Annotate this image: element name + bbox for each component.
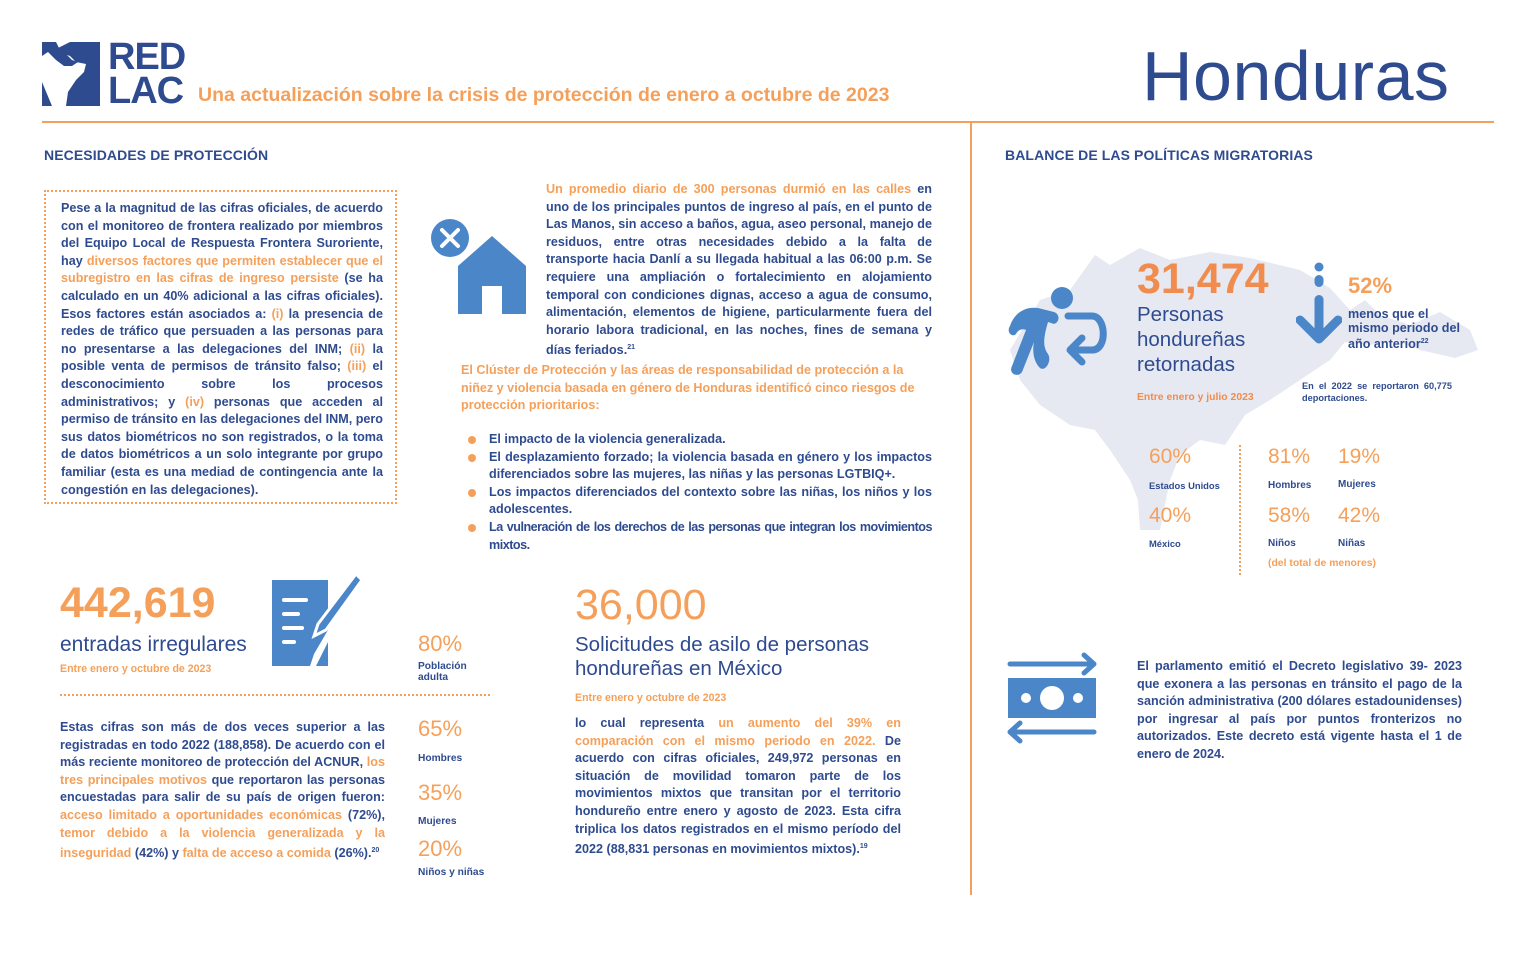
homeless-house-icon [430,218,528,314]
footnote-ref: 21 [627,344,635,352]
stat-value: 60% [1149,445,1192,468]
underreporting-paragraph [61,200,383,499]
bullet-icon [468,524,476,532]
list-marker: (iii) [347,359,367,374]
asylum-requests-label: Solicitudes de asilo de personas hondureñas en México [575,633,870,680]
bullet-icon [468,436,476,444]
dotted-divider [60,694,490,696]
text-span: Pese a la magnitud de las cifras oficiales, de acuerdo con el monitoreo de frontera realizado por miembros del Equipo Local de Respuesta Frontera Suroriente, hay [61,201,383,268]
highlight-text: un aumento del 39% en comparación con el mismo periodo en 2022. [575,716,901,748]
money-transfer-icon [1004,650,1100,744]
text-span: (72%), [341,807,385,822]
street-sleeping-paragraph [546,181,932,360]
footnote-ref: 20 [371,847,380,855]
risk-item [468,519,932,554]
stat-label: Población adulta [418,661,467,683]
highlight-text: Un promedio diario de 300 personas durmió en las calles [546,182,912,196]
logo-text-lac: LAC [108,70,184,112]
americas-map-logo-icon [42,42,102,106]
stat-label: Niñas [1338,538,1366,549]
risk-item [468,484,932,519]
report-subtitle: Una actualización sobre la crisis de protección de enero a octubre de 2023 [198,84,890,106]
returnees-period: Entre enero y julio 2023 [1137,392,1254,403]
risk-text: Los impactos diferenciados del contexto sobre las niñas, los niños y los adolescentes. [489,484,932,517]
text-span: personas que acceden al permiso de tránsito en las delegaciones del INM, pero sus datos biométricos no son registrados, o la toma de datos biométricos a un solo integrante por grupo familiar (esta es una mediad de contingencia ante la congestión en las delegaciones). [61,394,383,497]
text-span: De acuerdo con cifras oficiales, 249,972 personas en situación de movilidad tomaron parte de los movimientos mixtos que transitan por el territorio hondureño entre enero y agosto de 2023. Esta cifra triplica los datos registrados en el mismo período del 2022 (88,831 personas en movimientos mixtos). [575,733,901,857]
highlight-text: temor debido a la violencia generalizada y la inseguridad [60,825,385,861]
cluster-intro-text: El Clúster de Protección y las áreas de responsabilidad de protección a la niñez y violencia basada en género de Honduras identificó cinco riesgos de protección prioritarios: [461,363,915,413]
stat-women [418,782,462,827]
footnote-ref: 19 [859,843,868,851]
returnees-label: Personas hondureñas retornadas [1137,303,1246,376]
section-title-migration-policies: BALANCE DE LAS POLÍTICAS MIGRATORIAS [1005,147,1313,163]
text-span: la posible venta de permisos de tránsito falso; [61,341,383,374]
stat-adult-population [418,633,478,683]
stat-men [418,718,462,764]
decree-paragraph: El parlamento emitió el Decreto legislativo 39- 2023 que exonera a las personas en tránsito el pago de la sanción administrativa (200 dólares estadounidenses) por ingresar al país por puntos fronterizos no autorizados. Este decreto está vigente hasta el 1 de enero de 2024. [1137,659,1462,761]
risk-text: La vulneración de los derechos de las personas que integran los movimientos mixtos. [489,519,932,552]
text-span: la presencia de redes de tráfico que persuaden a las personas para no presentarse a las delegaciones del INM; [61,306,383,356]
bullet-icon [468,454,476,462]
decrease-arrow-icon [1296,262,1342,344]
stat-value: 20% [418,836,463,861]
protection-risks-list [468,431,932,554]
column-divider [970,121,972,895]
highlight-text: falta de acceso a comida [182,846,331,861]
text-span: el desconocimiento sobre los procesos administrativos; y [61,359,383,409]
logo-text-red: RED [108,36,186,78]
gender-girls-stat [1338,505,1380,549]
footnote-ref: 22 [1420,338,1429,345]
header-divider [42,121,1494,123]
text-span: en uno de los principales puntos de ingreso al país, en el punto de Las Manos, sin acceso a baños, agua, aseo personal, manejo de residuos, entre otras necesidades debido a la falta de transporte hacia Danlí a su llegada habitual a las 06:00 p.m. Se requiere una ampliación o fortalecimiento en alojamiento temporal con condiciones dignas, acceso a agua de consumo, alimentación, elementos de higiene, particularmente fuera del horario labora tradicional, en las noches, fines de semana y días feriados. [546,182,932,358]
minors-note: (del total de menores) [1268,558,1376,569]
irregular-entries-label: entradas irregulares [60,633,247,656]
text-span: (26%). [330,846,372,861]
returnees-change-label [1348,308,1468,352]
origin-mexico-stat [1149,505,1191,549]
list-marker: (ii) [349,341,366,356]
gender-boys-stat [1268,505,1310,549]
stat-value: 42% [1338,504,1381,527]
dotted-vertical-divider [1239,445,1241,575]
stat-value: 65% [418,716,463,741]
risk-text: El impacto de la violencia generalizada. [489,432,726,446]
highlight-text: los tres principales motivos [60,755,385,787]
text-span: Estas cifras son más de dos veces superior a las registradas en todo 2022 (188,858). De acuerdo con el más reciente monitoreo de protección del ACNUR, [60,720,385,770]
entries-comparison-paragraph [60,719,385,863]
irregular-entries-period: Entre enero y octubre de 2023 [60,663,212,675]
risk-text: El desplazamiento forzado; la violencia basada en género y los impactos diferenciados sobre las mujeres, las niñas y las personas LGTBIQ+. [489,449,932,482]
text-span: (42%) y [131,846,183,861]
underreporting-info-box [44,190,397,504]
stat-label: Hombres [1268,480,1312,491]
irregular-entries-number: 442,619 [60,579,216,627]
highlight-text: acceso limitado a oportunidades económicas [60,807,342,822]
country-title: Honduras [1142,37,1450,115]
gender-women-stat [1338,446,1380,490]
section-title-protection-needs: NECESIDADES DE PROTECCIÓN [44,147,269,163]
risk-item [468,449,932,484]
text-span: lo cual representa [575,716,719,730]
stat-value: 40% [1149,504,1192,527]
bullet-icon [468,489,476,497]
document-pen-icon [270,570,365,668]
risk-item [468,431,932,449]
list-marker: (i) [271,306,284,321]
asylum-requests-period: Entre enero y octubre de 2023 [575,692,727,704]
stat-label: Hombres [418,753,463,764]
gender-men-stat [1268,446,1311,491]
deportations-2022-note: En el 2022 se reportaron 60,775 deportaciones. [1302,381,1452,403]
stat-value: 19% [1338,445,1381,468]
stat-value: 35% [418,780,463,805]
stat-label: Niños [1268,538,1296,549]
list-marker: (iv) [185,394,205,409]
text-span: menos que el mismo periodo del año anterior [1348,307,1460,352]
asylum-paragraph [575,715,901,859]
highlight-text: diversos factores que permiten establecer que el subregistro en las cifras de ingreso persiste [61,253,383,286]
stat-label: Estados Unidos [1149,480,1220,491]
stat-label: Niños y niñas [418,867,485,878]
text-span: que reportaron las personas encuestadas para salir de su país de origen fueron: [60,772,385,805]
text-span: (se ha calculado en un 40% adicional a las cifras oficiales). Esos factores están asociados a: [61,271,383,321]
origin-usa-stat [1149,446,1220,491]
redlac-logo [42,36,186,112]
stat-children [418,838,484,878]
stat-label: Mujeres [1338,479,1376,490]
asylum-requests-number: 36,000 [575,581,707,629]
stat-label: México [1149,538,1181,549]
returning-person-icon [1004,286,1112,376]
stat-value: 58% [1268,504,1311,527]
stat-value: 80% [418,631,463,656]
stat-label: Mujeres [418,816,457,827]
returnees-number: 31,474 [1137,255,1269,303]
stat-value: 81% [1268,445,1311,468]
returnees-change-pct: 52% [1348,273,1393,298]
